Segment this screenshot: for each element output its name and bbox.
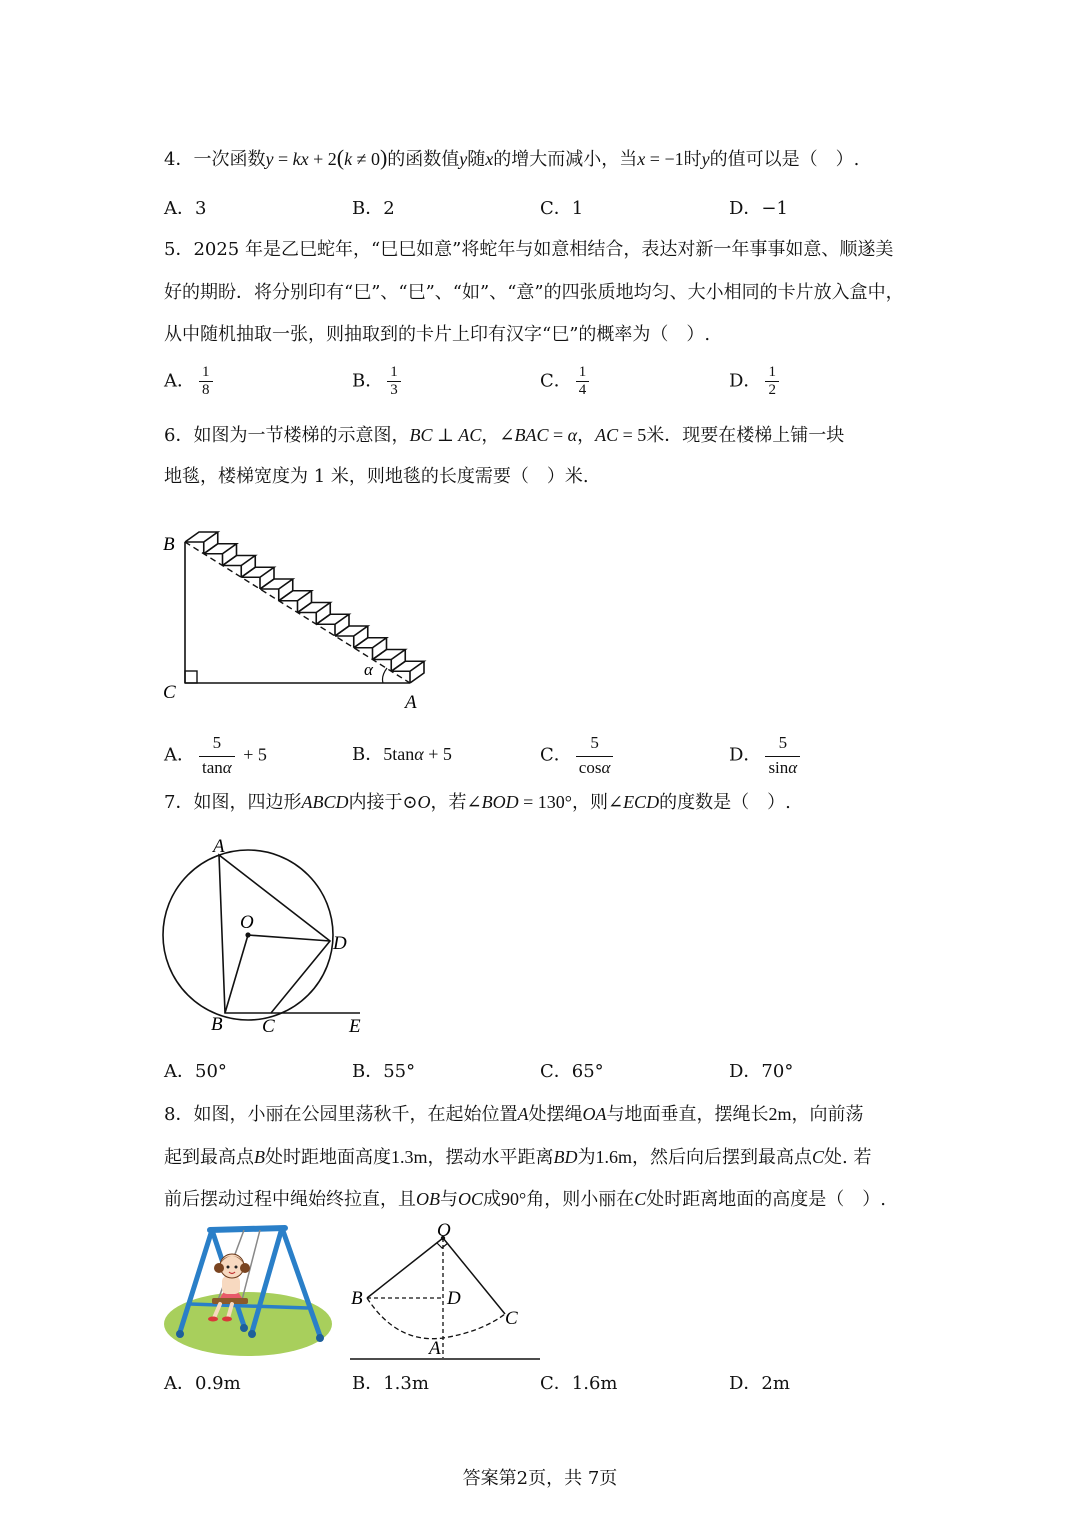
right-angle-mark — [185, 671, 197, 683]
question-8-line-2: 起到最高点B处时距地面高度1.3m，摆动水平距离BD为1.6m，然后向后摆到最高点C处. 若 — [164, 1147, 872, 1168]
stair-step — [260, 579, 293, 601]
q6-option-d: D． $\frac{5}{\sin\alpha}$ — [729, 732, 804, 779]
q8-option-a: A．0.9m — [164, 1373, 241, 1394]
label-o: O — [240, 912, 254, 933]
stair-step — [279, 591, 312, 613]
q5-option-b: B． $\frac{1}{3}$ — [352, 364, 405, 399]
fraction: $\frac{5}{\tan\alpha}$ — [199, 732, 235, 779]
q6-option-c: C． $\frac{5}{\cos\alpha}$ — [540, 732, 617, 779]
stair-step — [241, 567, 274, 589]
q8-option-c: C．1.6m — [540, 1373, 618, 1394]
q5-option-d: D． $\frac{1}{2}$ — [729, 364, 783, 399]
q7-option-d: D．70° — [729, 1061, 794, 1082]
q6-option-a: A． $\frac{5}{\tan\alpha}$ + 5 — [164, 733, 267, 777]
stair-step — [373, 650, 406, 672]
question-5-line-2: 好的期盼．将分别印有“巳”、“巳”、“如”、“意”的四张质地均匀、大小相同的卡片放入盒中， — [164, 282, 904, 303]
fraction: $\frac{5}{\cos\alpha}$ — [576, 732, 614, 779]
q5-option-c: C． $\frac{1}{4}$ — [540, 364, 593, 399]
label-b: B — [163, 534, 175, 555]
stair-step — [223, 556, 256, 578]
q7-option-c: C．65° — [540, 1061, 604, 1082]
label-a: A — [213, 836, 225, 857]
label-d: D — [333, 933, 347, 954]
girl-shoe — [222, 1317, 232, 1322]
girl-hair-bun — [240, 1263, 250, 1273]
q4-option-a: A．3 — [164, 198, 207, 219]
label-e: E — [349, 1016, 361, 1037]
girl-hair-bun — [214, 1263, 224, 1273]
girl-eye — [227, 1266, 230, 1269]
q4-option-b: B．2 — [352, 198, 395, 219]
label-a: A — [429, 1338, 441, 1359]
swing-illustration — [160, 1222, 335, 1360]
swing-foot — [248, 1330, 256, 1338]
girl-body — [222, 1276, 240, 1294]
stair-diagram — [155, 500, 455, 715]
question-5-line-3: 从中随机抽取一张，则抽取到的卡片上印有汉字“巳”的概率为（ ）. — [164, 324, 711, 345]
stair-steps — [185, 532, 424, 683]
label-alpha: α — [364, 660, 373, 679]
swing-foot — [240, 1324, 248, 1332]
stair-step — [316, 614, 349, 636]
question-4-stem: 4．一次函数y = kx + 2(k ≠ 0)的函数值y随x的增大而减小，当x = −1时y的值可以是（ ）. — [164, 145, 860, 170]
pendulum-diagram — [345, 1218, 545, 1363]
stair-step — [335, 626, 368, 648]
segment-ob — [367, 1238, 443, 1298]
fraction: $\frac{1}{3}$ — [387, 364, 401, 399]
q7-option-a: A．50° — [164, 1061, 227, 1082]
q4-option-d: D．−1 — [729, 198, 788, 219]
swing-seat — [212, 1298, 248, 1304]
fraction: $\frac{1}{8}$ — [199, 364, 213, 399]
q6-option-b: B．5tanα + 5 — [352, 744, 452, 765]
question-8-line-1: 8．如图，小丽在公园里荡秋千，在起始位置A处摆绳OA与地面垂直，摆绳长2m，向前荡 — [164, 1104, 864, 1125]
swing-arc — [367, 1298, 505, 1339]
fraction: $\frac{1}{4}$ — [576, 364, 590, 399]
center-dot — [245, 932, 250, 937]
girl-eye — [235, 1266, 238, 1269]
page-footer: 答案第2页，共 7页 — [462, 1468, 618, 1489]
stair-step — [391, 661, 424, 683]
label-b: B — [211, 1014, 223, 1035]
q7-option-b: B．55° — [352, 1061, 416, 1082]
swing-foot — [316, 1334, 324, 1342]
stair-step — [354, 638, 387, 660]
label-c: C — [163, 682, 176, 703]
label-c: C — [505, 1308, 518, 1329]
stair-step — [185, 532, 218, 554]
circle-diagram — [155, 832, 375, 1042]
question-6-line-2: 地毯，楼梯宽度为 1 米，则地毯的长度需要（ ）米. — [164, 466, 589, 487]
fraction: $\frac{1}{2}$ — [765, 364, 779, 399]
label-o: O — [437, 1220, 451, 1241]
question-7-stem: 7．如图，四边形ABCD内接于⊙O，若∠BOD = 130°，则∠ECD的度数是（ ）. — [164, 792, 791, 813]
stair-step — [204, 544, 237, 566]
question-8-line-3: 前后摆动过程中绳始终拉直，且OB与OC成90°角，则小丽在C处时距离地面的高度是（ ）. — [164, 1189, 886, 1210]
alpha-arc — [383, 668, 388, 683]
hypotenuse-ab — [185, 542, 410, 683]
girl-face — [220, 1254, 244, 1278]
girl-shoe — [208, 1317, 218, 1322]
segment-od — [248, 935, 330, 941]
q5-option-a: A． $\frac{1}{8}$ — [164, 364, 217, 399]
swing-foot — [176, 1330, 184, 1338]
fraction: $\frac{5}{\sin\alpha}$ — [765, 732, 800, 779]
label-d: D — [447, 1288, 461, 1309]
q8-option-d: D．2m — [729, 1373, 790, 1394]
swing-top-bar — [210, 1228, 285, 1230]
label-a: A — [405, 692, 417, 713]
question-5-line-1: 5．2025 年是乙巳蛇年，“巳巳如意”将蛇年与如意相结合，表达对新一年事事如意、顺遂美 — [164, 239, 894, 260]
question-6-line-1: 6．如图为一节楼梯的示意图，BC ⊥ AC，∠BAC = α，AC = 5米．现要在楼梯上铺一块 — [164, 425, 845, 446]
label-b: B — [351, 1288, 363, 1309]
label-c: C — [262, 1016, 275, 1037]
segment-ob — [225, 935, 248, 1013]
stair-step — [298, 603, 331, 625]
q8-option-b: B．1.3m — [352, 1373, 429, 1394]
q4-option-c: C．1 — [540, 198, 584, 219]
